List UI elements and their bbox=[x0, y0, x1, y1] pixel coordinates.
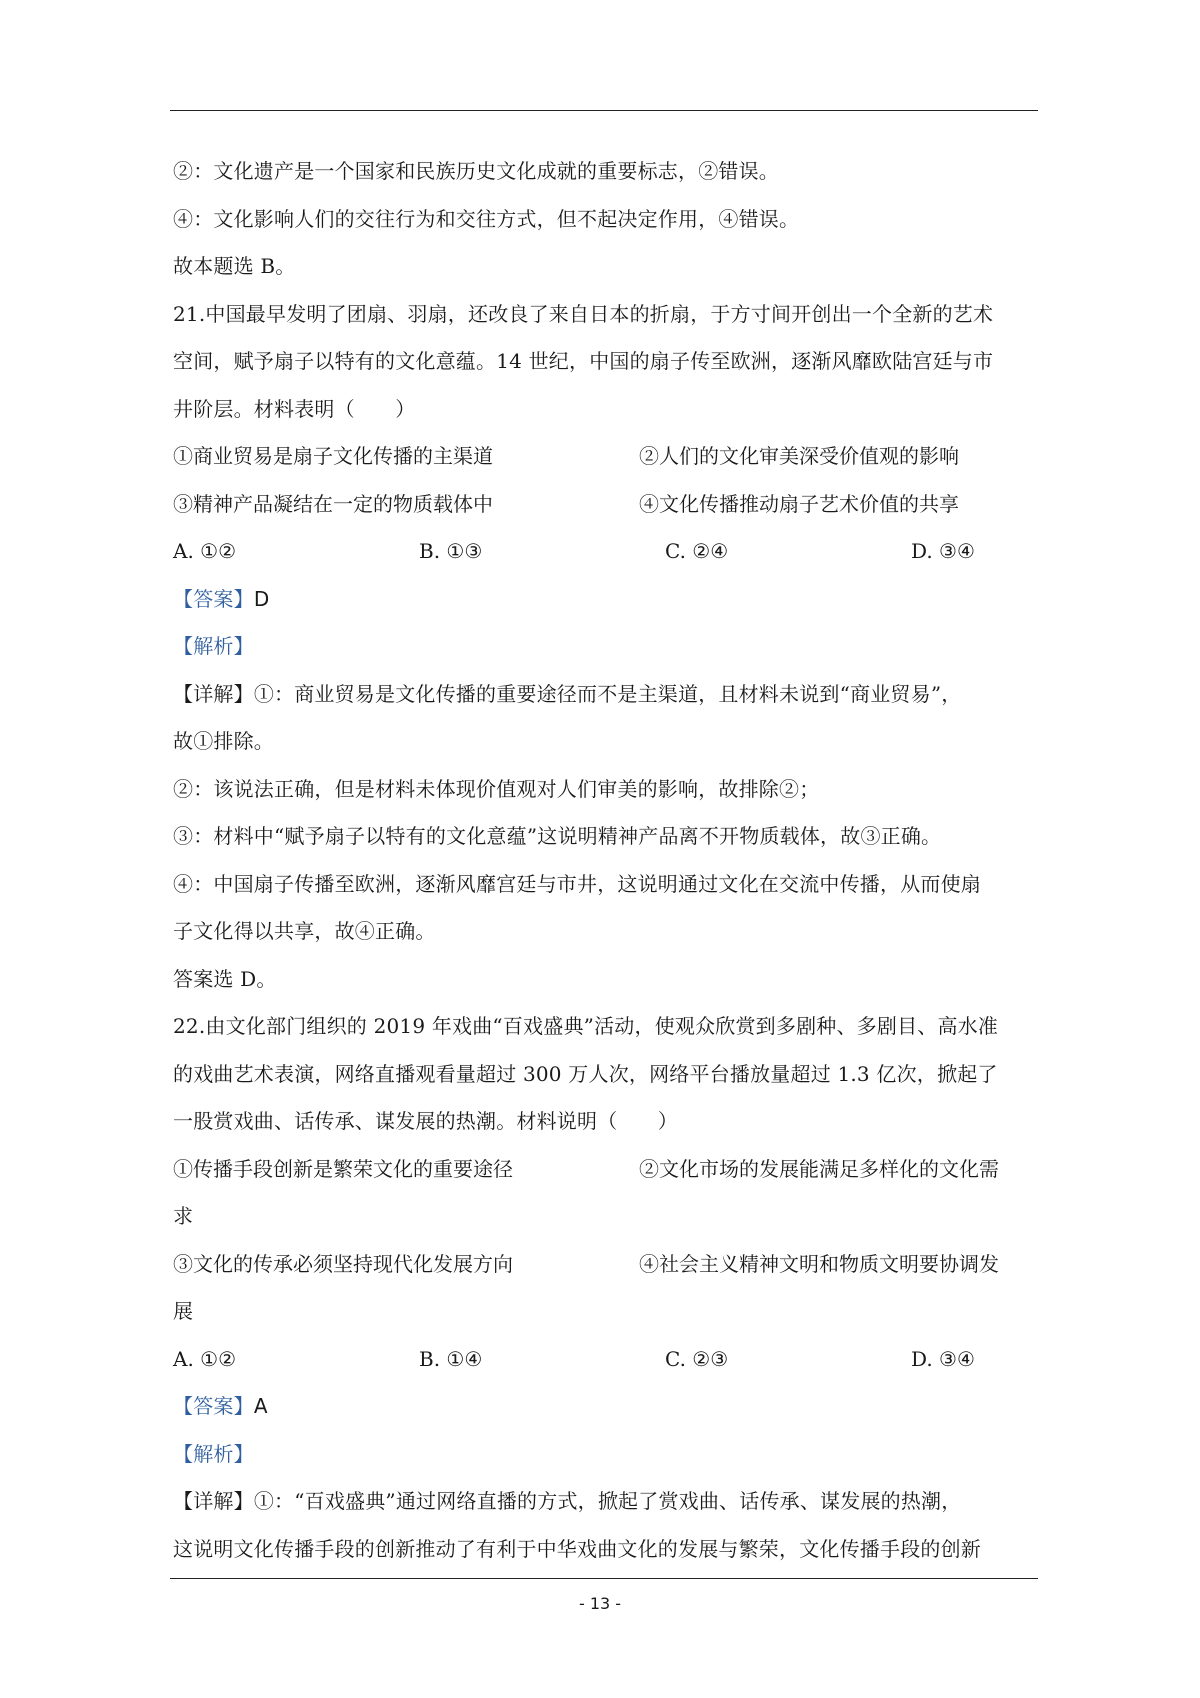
q21-choice-d: D. ③④ bbox=[911, 539, 975, 563]
q22-detail-text-1: ①：“百戏盛典”通过网络直播的方式，掀起了赏戏曲、话传承、谋发展的热潮， bbox=[253, 1489, 962, 1513]
q22-options-row-1 bbox=[173, 1146, 1035, 1194]
page-number: - 13 - bbox=[578, 1594, 622, 1613]
q21-detail-1 bbox=[173, 671, 1035, 719]
q21-stem-1: 21.中国最早发明了团扇、羽扇，还改良了来自日本的折扇，于方寸间开创出一个全新的艺术 bbox=[173, 301, 994, 326]
q21-option-4: ④文化传播推动扇子艺术价值的共享 bbox=[639, 491, 959, 516]
q21-detail-6: 子文化得以共享，故④正确。 bbox=[173, 919, 436, 943]
q21-options-row-2 bbox=[173, 481, 1035, 529]
prev-line-3: 故本题选 B。 bbox=[173, 254, 296, 278]
q21-stem-3: 井阶层。材料表明（ ） bbox=[173, 396, 416, 421]
q22-analysis bbox=[173, 1431, 1035, 1479]
prev-line-2: ④：文化影响人们的交往行为和交往方式，但不起决定作用，④错误。 bbox=[173, 206, 800, 231]
q21-analysis bbox=[173, 623, 1035, 671]
q21-answer-tag: 【答案】 bbox=[173, 586, 254, 611]
q21-option-1: ①商业贸易是扇子文化传播的主渠道 bbox=[173, 444, 493, 468]
q22-detail-1 bbox=[173, 1478, 1035, 1526]
q22-stem-3: 一股赏戏曲、话传承、谋发展的热潮。材料说明（ ） bbox=[173, 1109, 678, 1133]
q22-answer bbox=[173, 1383, 1035, 1431]
q22-choice-d: D. ③④ bbox=[911, 1346, 975, 1371]
q21-detail-7: 答案选 D。 bbox=[173, 966, 277, 991]
q21-choice-a: A. ①② bbox=[173, 539, 237, 563]
prev-line-1: ②：文化遗产是一个国家和民族历史文化成就的重要标志，②错误。 bbox=[173, 159, 779, 183]
q22-option-1: ①传播手段创新是繁荣文化的重要途径 bbox=[173, 1156, 513, 1181]
q22-choice-a: A. ①② bbox=[173, 1346, 237, 1371]
q21-detail-4: ③：材料中“赋予扇子以特有的文化意蕴”这说明精神产品离不开物质载体，故③正确。 bbox=[173, 824, 942, 848]
q22-detail-tag: 【详解】 bbox=[173, 1489, 254, 1513]
q22-stem-2: 的戏曲艺术表演，网络直播观看量超过 300 万人次，网络平台播放量超过 1.3 亿次，掀起了 bbox=[173, 1061, 998, 1086]
q21-detail-5: ④：中国扇子传播至欧洲，逐渐风靡宫廷与市井，这说明通过文化在交流中传播，从而使扇 bbox=[173, 871, 981, 896]
q22-option-4-wrap: 展 bbox=[173, 1299, 194, 1323]
q22-detail-2: 这说明文化传播手段的创新推动了有利于中华戏曲文化的发展与繁荣，文化传播手段的创新 bbox=[173, 1536, 981, 1561]
q22-option-2-wrap: 求 bbox=[173, 1204, 194, 1228]
q21-choice-b: B. ①③ bbox=[419, 539, 483, 563]
q21-option-2: ②人们的文化审美深受价值观的影响 bbox=[639, 444, 959, 468]
q22-answer-tag: 【答案】 bbox=[173, 1394, 254, 1418]
q21-detail-2: 故①排除。 bbox=[173, 729, 274, 753]
q21-analysis-tag: 【解析】 bbox=[173, 634, 254, 658]
q21-options-row-1 bbox=[173, 433, 1035, 481]
q21-detail-3: ②：该说法正确，但是材料未体现价值观对人们审美的影响，故排除②； bbox=[173, 776, 820, 801]
footer-rule bbox=[170, 1578, 1038, 1579]
q22-analysis-tag: 【解析】 bbox=[173, 1441, 254, 1466]
q22-option-2: ②文化市场的发展能满足多样化的文化需 bbox=[639, 1156, 999, 1181]
header-rule bbox=[170, 110, 1038, 111]
q22-stem-1: 22.由文化部门组织的 2019 年戏曲“百戏盛典”活动，使观众欣赏到多剧种、多剧目、高水准 bbox=[173, 1014, 999, 1038]
q22-options-row-2 bbox=[173, 1241, 1035, 1289]
q21-detail-tag: 【详解】 bbox=[173, 681, 254, 706]
q21-detail-text-1: ①：商业贸易是文化传播的重要途径而不是主渠道，且材料未说到“商业贸易”， bbox=[253, 681, 962, 706]
q22-choice-c: C. ②③ bbox=[665, 1346, 729, 1371]
q22-choice-b: B. ①④ bbox=[419, 1346, 483, 1371]
q22-answer-value: A bbox=[253, 1394, 268, 1418]
q21-choices bbox=[173, 528, 1035, 576]
q22-option-3: ③文化的传承必须坚持现代化发展方向 bbox=[173, 1251, 513, 1276]
q22-option-4: ④社会主义精神文明和物质文明要协调发 bbox=[639, 1251, 999, 1276]
q21-stem-2: 空间，赋予扇子以特有的文化意蕴。14 世纪，中国的扇子传至欧洲，逐渐风靡欧陆宫廷与市 bbox=[173, 349, 994, 373]
q21-answer-value: D bbox=[253, 586, 270, 611]
q21-choice-c: C. ②④ bbox=[665, 539, 729, 563]
q21-option-3: ③精神产品凝结在一定的物质载体中 bbox=[173, 491, 493, 516]
q22-choices bbox=[173, 1336, 1035, 1384]
page-content bbox=[173, 148, 1035, 1573]
q21-answer bbox=[173, 576, 1035, 624]
